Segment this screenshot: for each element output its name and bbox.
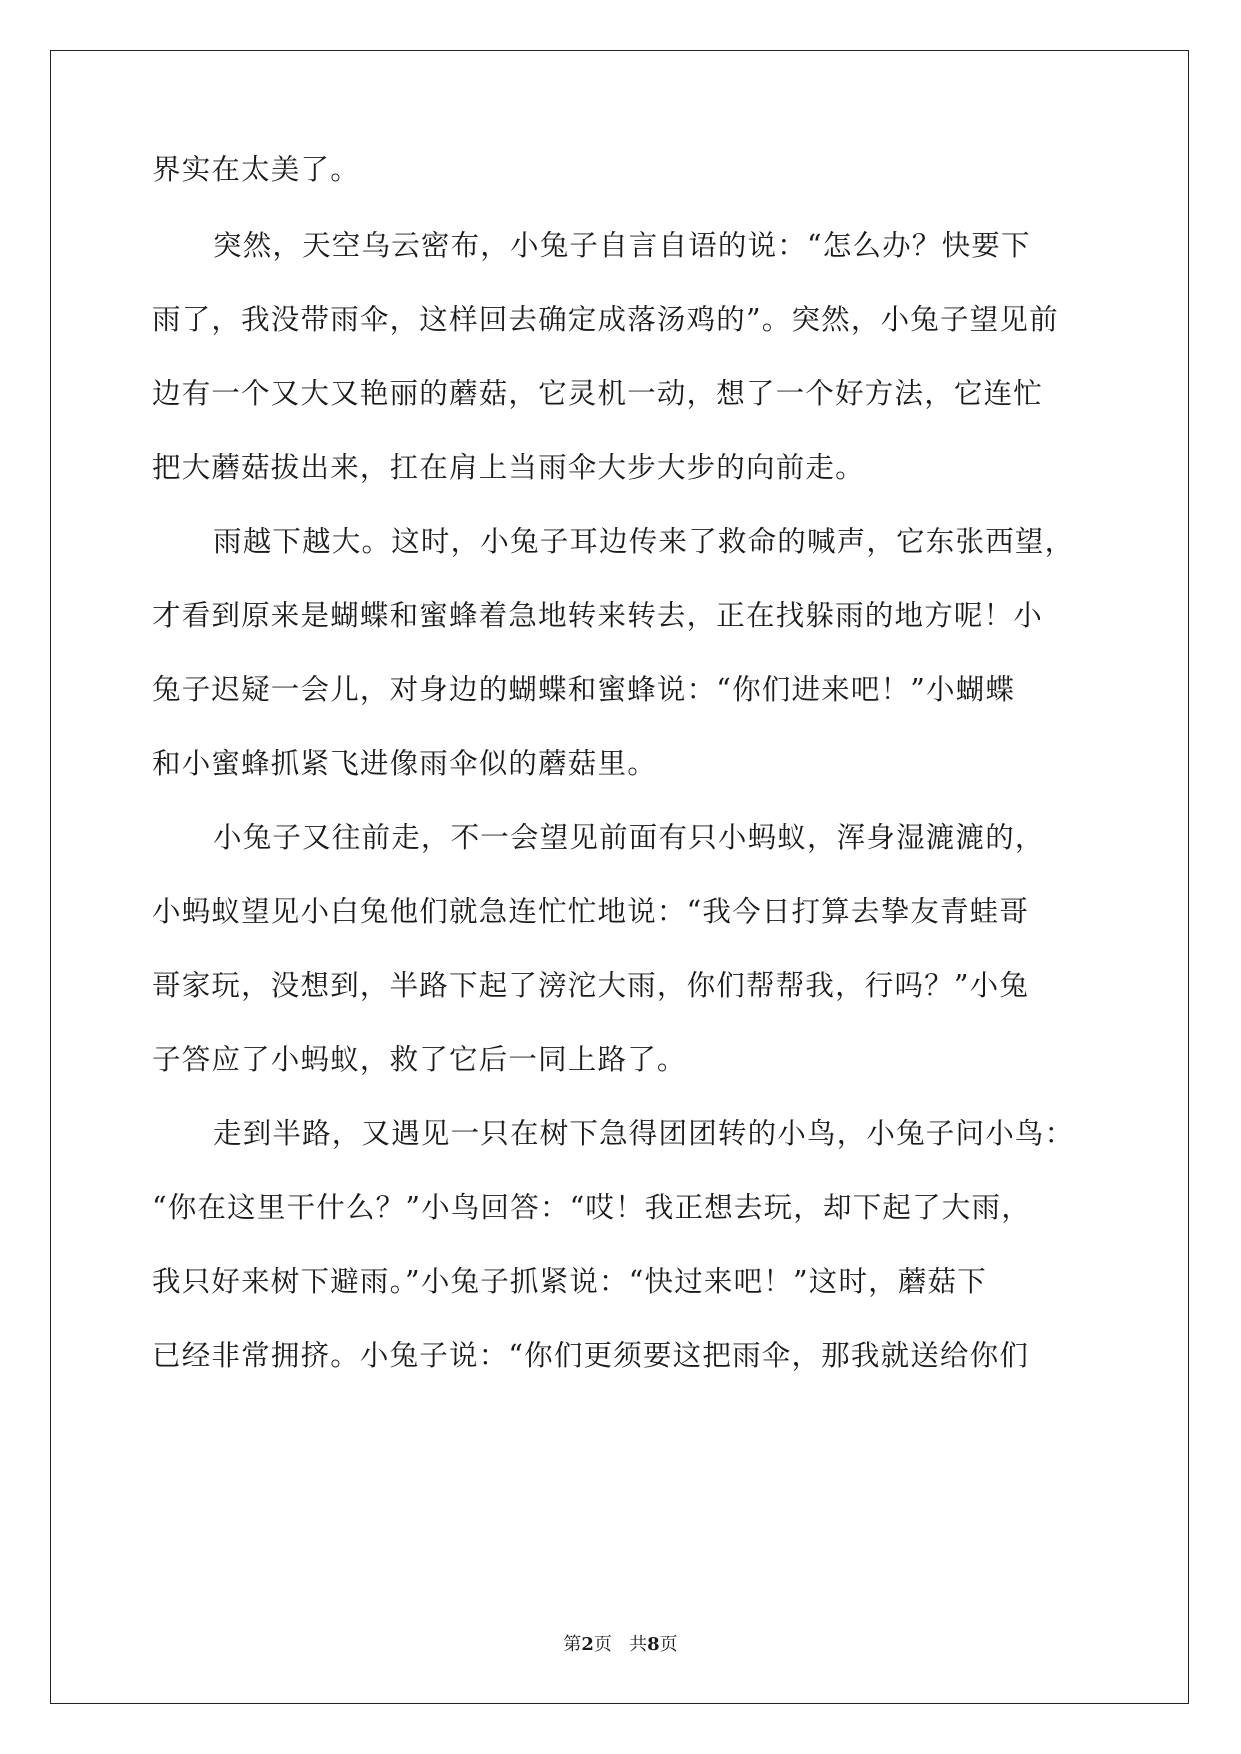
text-line: 界实在太美了。 — [152, 153, 360, 186]
total-pages: 8 — [647, 1634, 660, 1655]
text-line: 边有一个又大又艳丽的蘑菇，它灵机一动，想了一个好方法，它连忙 — [152, 377, 1044, 410]
text-line: 子答应了小蚂蚁，救了它后一同上路了。 — [152, 1043, 687, 1076]
total-suffix: 页 — [659, 1634, 678, 1655]
text-line: 把大蘑菇拔出来，扛在肩上当雨伞大步大步的向前走。 — [152, 451, 865, 484]
total-prefix: 共 — [629, 1634, 648, 1655]
page-footer — [0, 1633, 1241, 1657]
page-number: 2 — [581, 1634, 594, 1655]
text-line: 我只好来树下避雨。”小兔子抓紧说：“快过来吧！”这时，蘑菇下 — [152, 1265, 987, 1298]
page-suffix: 页 — [593, 1634, 612, 1655]
text-line: 哥家玩，没想到，半路下起了滂沱大雨，你们帮帮我，行吗？”小兔 — [152, 969, 1030, 1002]
paragraph-start-line: 雨越下越大。这时，小兔子耳边传来了救命的喊声，它东张西望， — [213, 525, 1075, 558]
text-line: 和小蜜蜂抓紧飞进像雨伞似的蘑菇里。 — [152, 747, 657, 780]
paragraph-start-line: 小兔子又往前走，不一会望见前面有只小蚂蚁，浑身湿漉漉的， — [213, 821, 1045, 854]
page-prefix: 第 — [563, 1634, 582, 1655]
text-line: 雨了，我没带雨伞，这样回去确定成落汤鸡的”。突然，小兔子望见前 — [152, 303, 1059, 336]
text-line: “你在这里干什么？”小鸟回答：“哎！我正想去玩，却下起了大雨， — [152, 1191, 1031, 1224]
text-line: 已经非常拥挤。小兔子说：“你们更须要这把雨伞，那我就送给你们 — [152, 1339, 1030, 1372]
paragraph-start-line: 突然，天空乌云密布，小兔子自言自语的说：“怎么办？快要下 — [213, 229, 1031, 262]
text-line: 才看到原来是蝴蝶和蜜蜂着急地转来转去，正在找躲雨的地方呢！小 — [152, 599, 1044, 632]
paragraph-start-line: 走到半路，又遇见一只在树下急得团团转的小鸟，小兔子问小鸟： — [213, 1117, 1075, 1150]
text-line: 小蚂蚁望见小白兔他们就急连忙忙地说：“我今日打算去挚友青蛙哥 — [152, 895, 1030, 928]
text-line: 兔子迟疑一会儿，对身边的蝴蝶和蜜蜂说：“你们进来吧！”小蝴蝶 — [152, 673, 1016, 706]
page-border — [50, 50, 1189, 1704]
